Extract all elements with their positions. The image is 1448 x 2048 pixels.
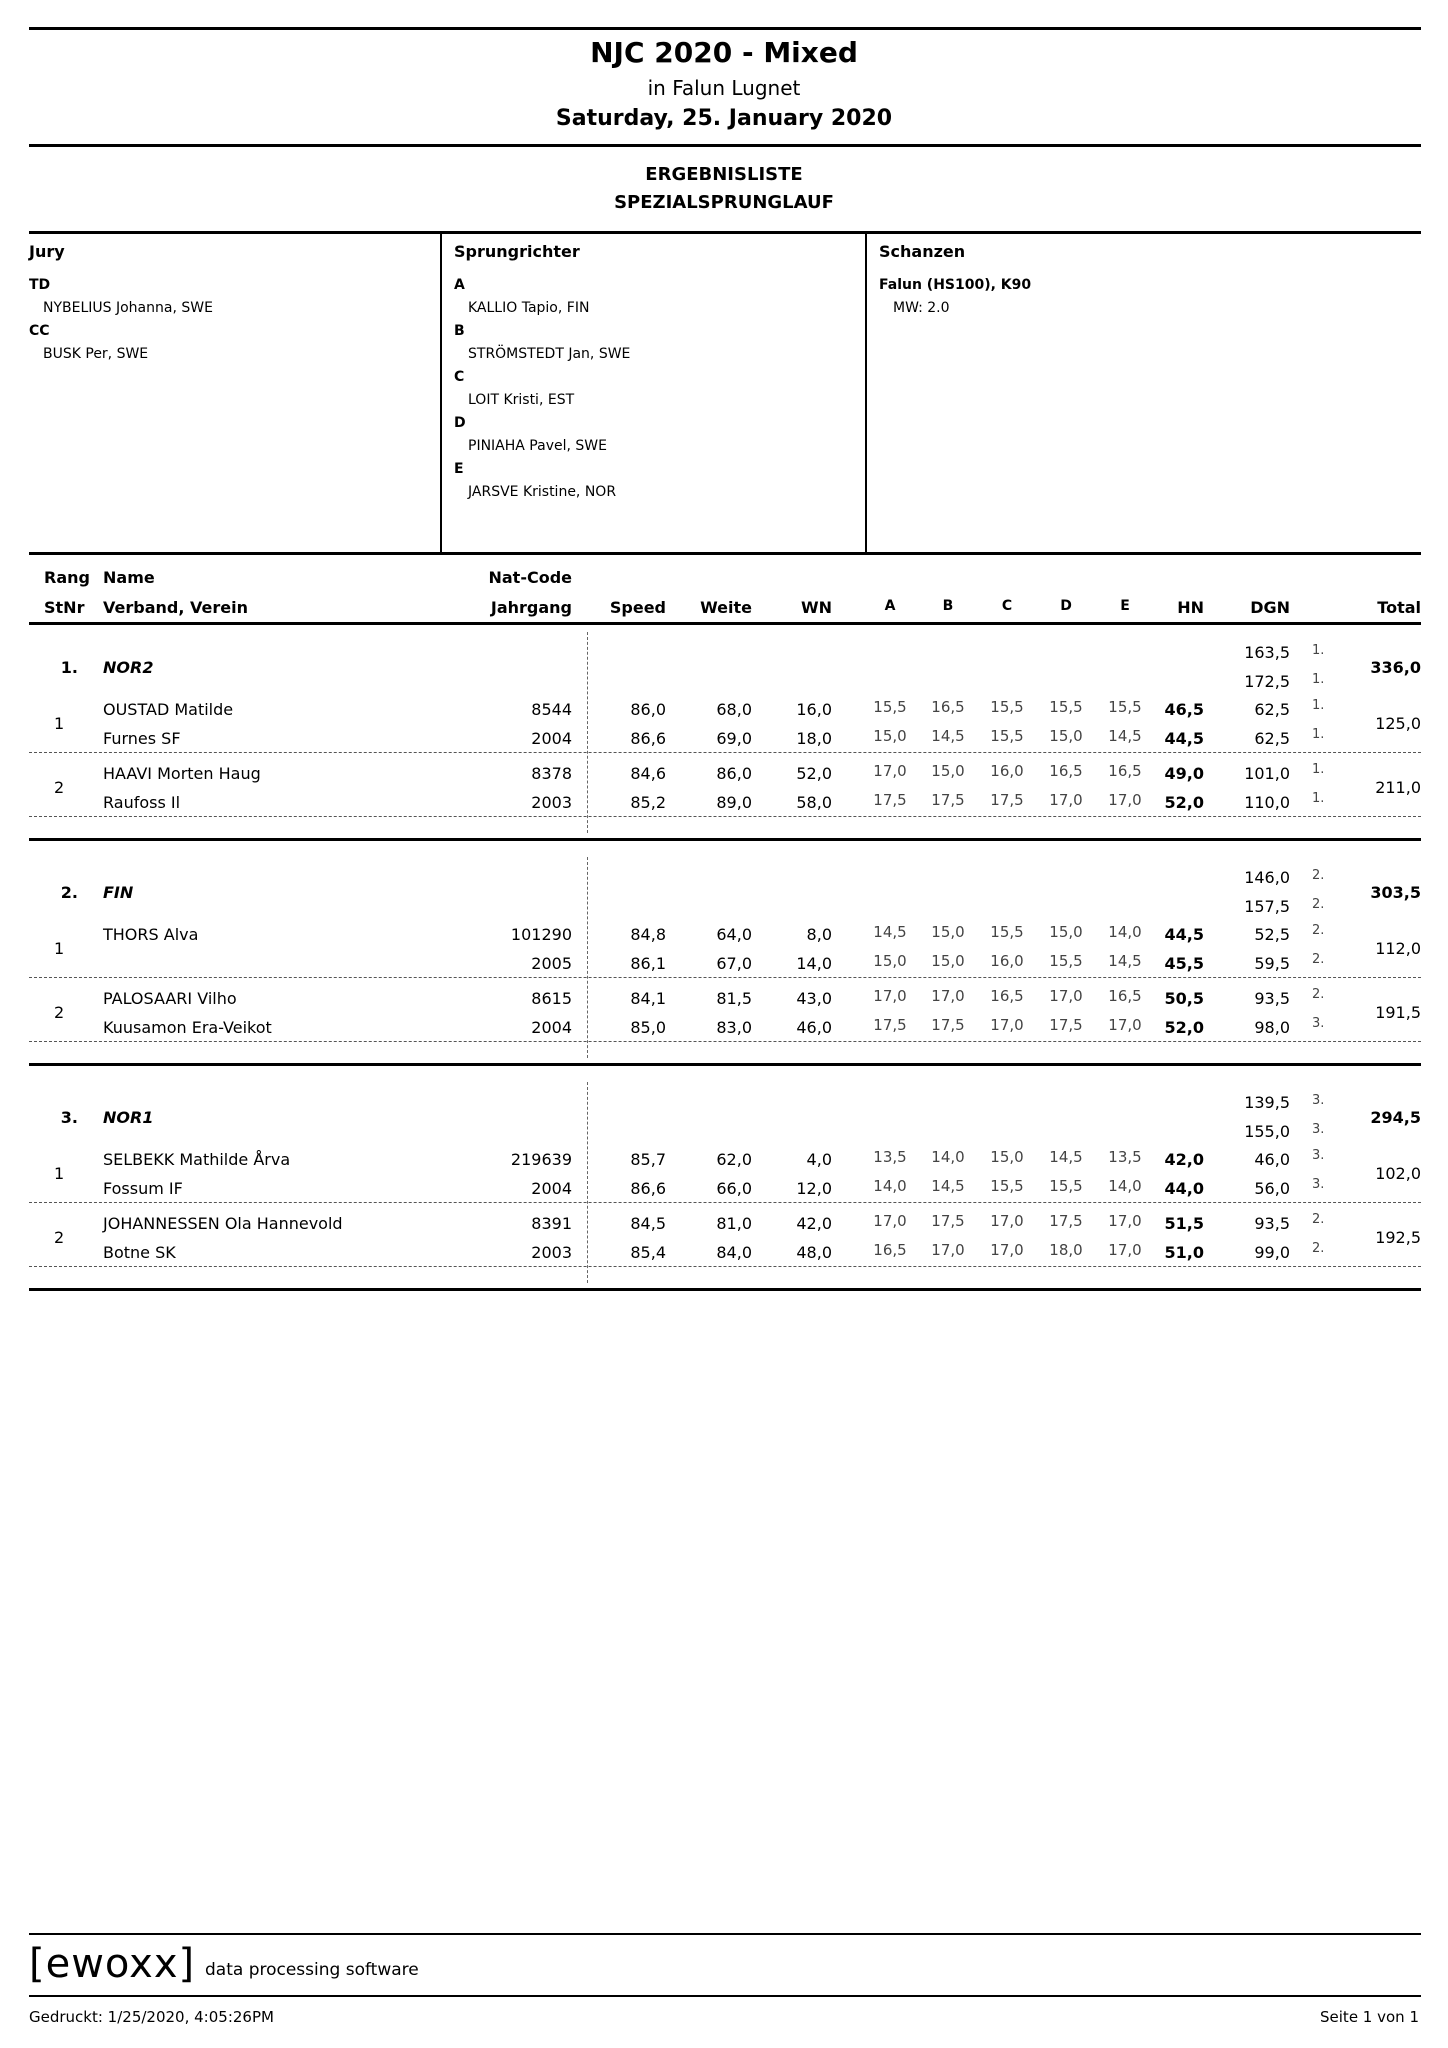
athlete-stnr: 1 [54, 939, 65, 958]
page-title: NJC 2020 - Mixed [590, 36, 858, 69]
jump-weite: 68,0 [716, 700, 752, 719]
jump-d: 15,5 [1049, 698, 1083, 716]
jump-weite: 81,5 [716, 989, 752, 1008]
jump-dgn: 93,5 [1254, 1214, 1290, 1233]
athlete-total: 192,5 [1375, 1228, 1421, 1247]
jump-dgn: 101,0 [1244, 764, 1290, 783]
team-round-dgn: 139,5 [1244, 1093, 1290, 1112]
jump-a: 15,0 [873, 727, 907, 745]
jump-b: 17,0 [931, 987, 965, 1005]
hill-value: MW: 2.0 [893, 300, 950, 316]
col-speed: Speed [609, 598, 666, 617]
athlete-club: Kuusamon Era-Veikot [103, 1018, 272, 1037]
jump-e: 17,0 [1108, 1016, 1142, 1034]
jump-e: 14,5 [1108, 727, 1142, 745]
jump-rk: 3. [1312, 1148, 1325, 1163]
col-rang: Rang [44, 568, 90, 587]
team-name: FIN [103, 883, 134, 902]
jump-b: 17,5 [931, 1016, 965, 1034]
jump-dgn: 93,5 [1254, 989, 1290, 1008]
jump-d: 15,0 [1049, 923, 1083, 941]
team-round-rank: 2. [1312, 897, 1325, 912]
athlete-year: 2003 [531, 793, 572, 812]
judge-value: PINIAHA Pavel, SWE [468, 438, 607, 454]
athlete-year: 2005 [531, 954, 572, 973]
top-rule [29, 27, 1421, 30]
team-round-rank: 3. [1312, 1093, 1325, 1108]
footer-top-rule [29, 1933, 1421, 1935]
jury-column [29, 240, 429, 366]
hill-key: Falun (HS100), K90 [879, 277, 1032, 293]
col-weite: Weite [700, 598, 752, 617]
team-round-dgn: 155,0 [1244, 1122, 1290, 1141]
athlete-club: Furnes SF [103, 729, 181, 748]
athlete-name: SELBEKK Mathilde Årva [103, 1150, 291, 1169]
jump-d: 16,5 [1049, 762, 1083, 780]
jump-dgn: 98,0 [1254, 1018, 1290, 1037]
jump-wn: 52,0 [796, 764, 832, 783]
jump-hn: 45,5 [1164, 954, 1204, 973]
jump-e: 14,0 [1108, 1177, 1142, 1195]
athlete-total: 211,0 [1375, 778, 1421, 797]
row-separator [29, 752, 1421, 753]
jump-a: 14,0 [873, 1177, 907, 1195]
jump-weite: 81,0 [716, 1214, 752, 1233]
jump-speed: 85,4 [630, 1243, 666, 1262]
jump-speed: 86,0 [630, 700, 666, 719]
athlete-natcode: 8615 [531, 989, 572, 1008]
jump-wn: 18,0 [796, 729, 832, 748]
athlete-club: Botne SK [103, 1243, 176, 1262]
jump-speed: 85,7 [630, 1150, 666, 1169]
jump-b: 15,0 [931, 952, 965, 970]
jump-d: 17,0 [1049, 791, 1083, 809]
judge-key: D [454, 415, 466, 431]
athlete-natcode: 8391 [531, 1214, 572, 1233]
jump-weite: 62,0 [716, 1150, 752, 1169]
jump-rk: 2. [1312, 1212, 1325, 1227]
jump-rk: 1. [1312, 762, 1325, 777]
jump-speed: 86,1 [630, 954, 666, 973]
jump-d: 18,0 [1049, 1241, 1083, 1259]
jump-rk: 3. [1312, 1177, 1325, 1192]
athlete-year: 2004 [531, 729, 572, 748]
jump-speed: 84,8 [630, 925, 666, 944]
jump-a: 17,0 [873, 1212, 907, 1230]
jump-weite: 66,0 [716, 1179, 752, 1198]
jump-rk: 2. [1312, 952, 1325, 967]
judge-key: A [454, 277, 465, 293]
jury-value: NYBELIUS Johanna, SWE [43, 300, 213, 316]
officials-divider [440, 232, 442, 553]
jump-weite: 64,0 [716, 925, 752, 944]
jump-rk: 1. [1312, 791, 1325, 806]
jump-rk: 2. [1312, 987, 1325, 1002]
athlete-natcode: 101290 [510, 925, 572, 944]
jump-speed: 84,5 [630, 1214, 666, 1233]
columns-rule [29, 622, 1421, 625]
jump-e: 16,5 [1108, 762, 1142, 780]
jump-rk: 1. [1312, 698, 1325, 713]
jump-a: 16,5 [873, 1241, 907, 1259]
jump-dgn: 56,0 [1254, 1179, 1290, 1198]
jump-c: 16,0 [990, 762, 1024, 780]
athlete-total: 102,0 [1375, 1164, 1421, 1183]
officials-top-rule [29, 231, 1421, 234]
printed-timestamp: Gedruckt: 1/25/2020, 4:05:26PM [29, 2008, 274, 2026]
col-verband: Verband, Verein [103, 598, 248, 617]
judge-value: JARSVE Kristine, NOR [468, 484, 617, 500]
jump-weite: 89,0 [716, 793, 752, 812]
jump-c: 15,5 [990, 923, 1024, 941]
team-round-dgn: 146,0 [1244, 868, 1290, 887]
athlete-year: 2004 [531, 1179, 572, 1198]
athlete-club: Fossum IF [103, 1179, 183, 1198]
jury-value: BUSK Per, SWE [43, 346, 149, 362]
jump-e: 14,0 [1108, 923, 1142, 941]
athlete-name: OUSTAD Matilde [103, 700, 234, 719]
athlete-natcode: 219639 [510, 1150, 572, 1169]
jump-wn: 16,0 [796, 700, 832, 719]
athlete-total: 112,0 [1375, 939, 1421, 958]
judge-key: C [454, 369, 465, 385]
jump-a: 17,5 [873, 791, 907, 809]
jump-c: 15,0 [990, 1148, 1024, 1166]
jump-c: 17,0 [990, 1016, 1024, 1034]
block-rule [29, 1063, 1421, 1066]
athlete-name: HAAVI Morten Haug [103, 764, 261, 783]
jump-e: 16,5 [1108, 987, 1142, 1005]
block-rule [29, 838, 1421, 841]
jump-hn: 44,5 [1164, 925, 1204, 944]
judges-column [454, 240, 854, 504]
jury-key: CC [29, 323, 50, 339]
logo-text: [ewoxx] [29, 1941, 196, 1987]
team-rank: 1. [60, 658, 78, 677]
jump-c: 16,5 [990, 987, 1024, 1005]
jump-hn: 44,0 [1164, 1179, 1204, 1198]
team-rank: 2. [60, 883, 78, 902]
jump-rk: 2. [1312, 923, 1325, 938]
team-round-dgn: 157,5 [1244, 897, 1290, 916]
hills-column [879, 240, 1379, 320]
jump-e: 17,0 [1108, 1241, 1142, 1259]
jump-d: 15,0 [1049, 727, 1083, 745]
col-natcode: Nat-Code [488, 568, 572, 587]
team-total: 294,5 [1370, 1108, 1421, 1127]
col-e: E [1120, 598, 1130, 614]
col-dgn: DGN [1250, 598, 1290, 617]
footer-bottom-rule [29, 1995, 1421, 1997]
jump-hn: 50,5 [1164, 989, 1204, 1008]
jump-wn: 46,0 [796, 1018, 832, 1037]
jump-a: 14,5 [873, 923, 907, 941]
row-separator [29, 1266, 1421, 1267]
col-stnr: StNr [44, 598, 85, 617]
jump-hn: 46,5 [1164, 700, 1204, 719]
jump-hn: 49,0 [1164, 764, 1204, 783]
judge-value: STRÖMSTEDT Jan, SWE [468, 346, 631, 362]
jump-e: 15,5 [1108, 698, 1142, 716]
jump-b: 15,0 [931, 923, 965, 941]
jump-b: 17,5 [931, 791, 965, 809]
jump-hn: 42,0 [1164, 1150, 1204, 1169]
jump-a: 15,5 [873, 698, 907, 716]
athlete-club: Raufoss Il [103, 793, 181, 812]
jump-dgn: 62,5 [1254, 700, 1290, 719]
jump-d: 17,5 [1049, 1212, 1083, 1230]
athlete-name: PALOSAARI Vilho [103, 989, 237, 1008]
block-rule [29, 1288, 1421, 1291]
jump-speed: 85,0 [630, 1018, 666, 1037]
jump-c: 15,5 [990, 1177, 1024, 1195]
jump-hn: 44,5 [1164, 729, 1204, 748]
jump-b: 14,5 [931, 1177, 965, 1195]
jump-hn: 52,0 [1164, 793, 1204, 812]
hills-heading: Schanzen [879, 242, 966, 261]
jump-d: 15,5 [1049, 1177, 1083, 1195]
team-round-rank: 1. [1312, 643, 1325, 658]
jump-d: 14,5 [1049, 1148, 1083, 1166]
jump-dgn: 99,0 [1254, 1243, 1290, 1262]
judge-key: B [454, 323, 465, 339]
jump-c: 17,5 [990, 791, 1024, 809]
header-rule [29, 144, 1421, 147]
jump-rk: 1. [1312, 727, 1325, 742]
col-total: Total [1377, 598, 1421, 617]
team-round-dgn: 172,5 [1244, 672, 1290, 691]
jump-a: 17,5 [873, 1016, 907, 1034]
col-c: C [1001, 598, 1013, 614]
col-hn: HN [1177, 598, 1204, 617]
team-name: NOR1 [103, 1108, 154, 1127]
jump-c: 16,0 [990, 952, 1024, 970]
jump-weite: 84,0 [716, 1243, 752, 1262]
judges-heading: Sprungrichter [454, 242, 580, 261]
doc-type: ERGEBNISLISTE [645, 164, 803, 185]
jump-e: 17,0 [1108, 791, 1142, 809]
row-separator [29, 1202, 1421, 1203]
jump-hn: 51,0 [1164, 1243, 1204, 1262]
team-total: 336,0 [1370, 658, 1421, 677]
team-total: 303,5 [1370, 883, 1421, 902]
athlete-year: 2004 [531, 1018, 572, 1037]
jump-weite: 67,0 [716, 954, 752, 973]
venue: in Falun Lugnet [647, 76, 801, 100]
jump-b: 15,0 [931, 762, 965, 780]
team-rank: 3. [60, 1108, 78, 1127]
row-separator [29, 977, 1421, 978]
jump-b: 14,0 [931, 1148, 965, 1166]
jump-dgn: 110,0 [1244, 793, 1290, 812]
team-round-rank: 1. [1312, 672, 1325, 687]
jump-speed: 84,1 [630, 989, 666, 1008]
jump-b: 17,5 [931, 1212, 965, 1230]
jump-hn: 51,5 [1164, 1214, 1204, 1233]
team-round-rank: 2. [1312, 868, 1325, 883]
jump-dgn: 52,5 [1254, 925, 1290, 944]
jump-hn: 52,0 [1164, 1018, 1204, 1037]
row-separator [29, 1041, 1421, 1042]
jump-dgn: 46,0 [1254, 1150, 1290, 1169]
team-round-rank: 3. [1312, 1122, 1325, 1137]
athlete-stnr: 1 [54, 714, 65, 733]
jump-e: 14,5 [1108, 952, 1142, 970]
athlete-natcode: 8544 [531, 700, 572, 719]
judge-value: KALLIO Tapio, FIN [468, 300, 590, 316]
jury-key: TD [29, 277, 51, 293]
jump-c: 15,5 [990, 698, 1024, 716]
athlete-stnr: 1 [54, 1164, 65, 1183]
officials-divider [865, 232, 867, 553]
jump-wn: 43,0 [796, 989, 832, 1008]
jury-heading: Jury [29, 242, 65, 261]
jump-wn: 12,0 [796, 1179, 832, 1198]
jump-rk: 3. [1312, 1016, 1325, 1031]
jump-dgn: 59,5 [1254, 954, 1290, 973]
jump-wn: 8,0 [806, 925, 832, 944]
col-name: Name [103, 568, 155, 587]
jump-a: 13,5 [873, 1148, 907, 1166]
jump-speed: 84,6 [630, 764, 666, 783]
jump-rk: 2. [1312, 1241, 1325, 1256]
judge-key: E [454, 461, 464, 477]
ewoxx-logo [29, 1941, 196, 1987]
jump-weite: 69,0 [716, 729, 752, 748]
col-jahrgang: Jahrgang [490, 598, 572, 617]
jump-wn: 4,0 [806, 1150, 832, 1169]
jump-d: 17,5 [1049, 1016, 1083, 1034]
jump-speed: 85,2 [630, 793, 666, 812]
jump-b: 16,5 [931, 698, 965, 716]
jump-c: 15,5 [990, 727, 1024, 745]
jump-speed: 86,6 [630, 1179, 666, 1198]
jump-wn: 58,0 [796, 793, 832, 812]
athlete-stnr: 2 [54, 1003, 65, 1022]
jump-a: 17,0 [873, 762, 907, 780]
logo-subtitle: data processing software [205, 1960, 419, 1980]
jump-speed: 86,6 [630, 729, 666, 748]
athlete-name: JOHANNESSEN Ola Hannevold [103, 1214, 343, 1233]
col-b: B [942, 598, 954, 614]
jump-d: 15,5 [1049, 952, 1083, 970]
jump-a: 17,0 [873, 987, 907, 1005]
athlete-year: 2003 [531, 1243, 572, 1262]
athlete-total: 191,5 [1375, 1003, 1421, 1022]
jump-e: 13,5 [1108, 1148, 1142, 1166]
jump-e: 17,0 [1108, 1212, 1142, 1230]
jump-a: 15,0 [873, 952, 907, 970]
team-name: NOR2 [103, 658, 154, 677]
jump-b: 17,0 [931, 1241, 965, 1259]
jump-c: 17,0 [990, 1241, 1024, 1259]
jump-c: 17,0 [990, 1212, 1024, 1230]
event-date: Saturday, 25. January 2020 [555, 106, 893, 131]
jump-wn: 14,0 [796, 954, 832, 973]
jump-d: 17,0 [1049, 987, 1083, 1005]
athlete-stnr: 2 [54, 778, 65, 797]
page-number: Seite 1 von 1 [1320, 2008, 1419, 2026]
team-round-dgn: 163,5 [1244, 643, 1290, 662]
athlete-total: 125,0 [1375, 714, 1421, 733]
athlete-natcode: 8378 [531, 764, 572, 783]
discipline: SPEZIALSPRUNGLAUF [614, 192, 834, 213]
jump-wn: 42,0 [796, 1214, 832, 1233]
jump-weite: 86,0 [716, 764, 752, 783]
jump-b: 14,5 [931, 727, 965, 745]
row-separator [29, 816, 1421, 817]
athlete-stnr: 2 [54, 1228, 65, 1247]
jump-wn: 48,0 [796, 1243, 832, 1262]
jump-dgn: 62,5 [1254, 729, 1290, 748]
col-wn: WN [800, 598, 832, 617]
col-a: A [884, 598, 896, 614]
col-d: D [1060, 598, 1072, 614]
jump-weite: 83,0 [716, 1018, 752, 1037]
athlete-name: THORS Alva [103, 925, 199, 944]
judge-value: LOIT Kristi, EST [468, 392, 575, 408]
officials-bottom-rule [29, 552, 1421, 555]
